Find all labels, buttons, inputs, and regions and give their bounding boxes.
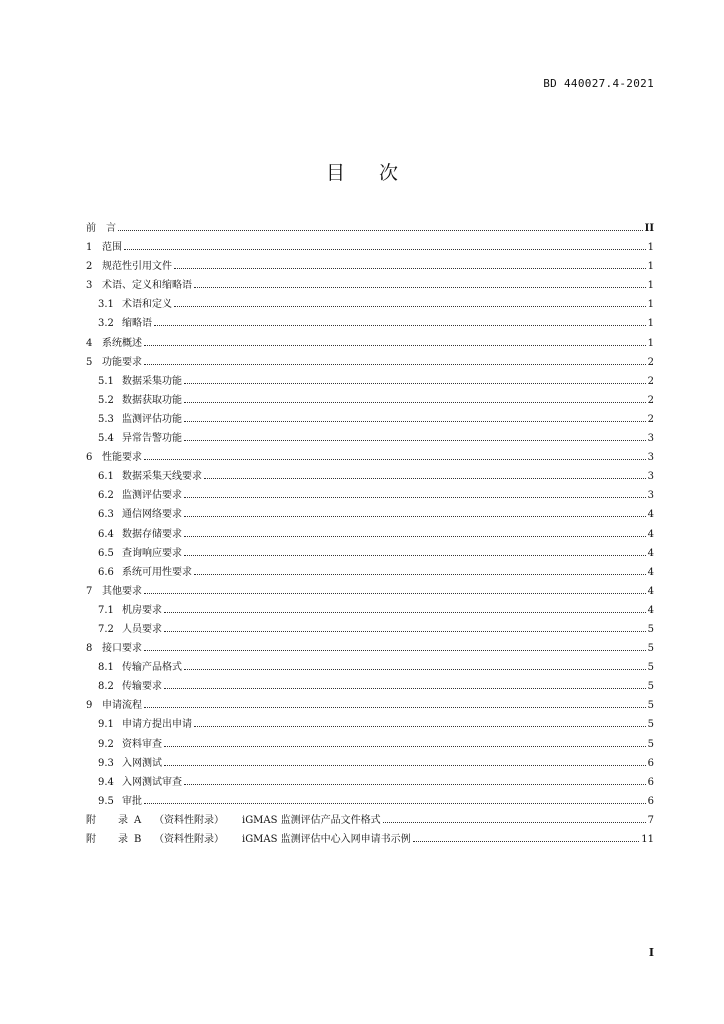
toc-entry[interactable] bbox=[86, 582, 654, 601]
toc-entry-label: 接口要求 bbox=[102, 643, 142, 655]
toc-entry-page: 5 bbox=[647, 719, 654, 731]
toc-entry-label: 异常告警功能 bbox=[122, 433, 182, 445]
toc-entry-page: 5 bbox=[647, 643, 654, 655]
toc-entry-number: 3.1 bbox=[98, 299, 114, 311]
toc-entry-number: 6.6 bbox=[98, 566, 114, 578]
toc-entry-label: 术语和定义 bbox=[122, 299, 172, 311]
toc-entry-number: 6.5 bbox=[98, 547, 114, 559]
appendix-page: 11 bbox=[641, 834, 654, 845]
toc-entry[interactable] bbox=[86, 372, 654, 391]
toc-entry-page: 5 bbox=[647, 662, 654, 674]
toc-entry-page: 5 bbox=[647, 623, 654, 635]
toc-entry-page: 2 bbox=[647, 413, 654, 425]
toc-entry-label: 系统概述 bbox=[102, 337, 142, 349]
page-title-part2: 次 bbox=[379, 162, 399, 184]
toc-entry-page: 3 bbox=[647, 433, 654, 445]
dot-leader bbox=[194, 725, 646, 727]
toc-entry-label: 前 言 bbox=[86, 223, 116, 234]
toc-entry[interactable] bbox=[86, 276, 654, 295]
toc-entry-number: 8.2 bbox=[98, 681, 114, 693]
toc-entry-page: 4 bbox=[647, 547, 654, 559]
toc-entry-label: 监测评估功能 bbox=[122, 413, 182, 425]
appendix-type: （资料性附录） bbox=[154, 814, 224, 826]
toc-entry-number: 6 bbox=[86, 452, 93, 464]
toc-entry-number: 4 bbox=[86, 337, 93, 349]
toc-entry-label: 审批 bbox=[122, 795, 142, 807]
toc-entry-label: 申请流程 bbox=[102, 700, 142, 712]
dot-leader bbox=[164, 630, 646, 632]
dot-leader bbox=[164, 687, 646, 689]
toc-entry-number: 5.3 bbox=[98, 413, 114, 425]
toc-entry-number: 6.3 bbox=[98, 509, 114, 521]
toc-entry[interactable] bbox=[86, 715, 654, 734]
toc-entry[interactable] bbox=[86, 525, 654, 544]
toc-entry[interactable] bbox=[86, 658, 654, 677]
dot-leader bbox=[144, 363, 646, 365]
toc-entry-number: 9.1 bbox=[98, 719, 114, 731]
dot-leader bbox=[144, 344, 646, 346]
table-of-contents bbox=[86, 219, 654, 849]
toc-entry[interactable] bbox=[86, 219, 654, 238]
dot-leader bbox=[144, 649, 646, 651]
toc-entry-number: 3 bbox=[86, 280, 93, 292]
dot-leader bbox=[144, 706, 646, 708]
toc-entry[interactable] bbox=[86, 391, 654, 410]
toc-entry-page: 1 bbox=[647, 318, 654, 330]
toc-entry[interactable] bbox=[86, 792, 654, 811]
dot-leader bbox=[194, 286, 646, 288]
toc-entry-number: 9.3 bbox=[98, 757, 114, 769]
dot-leader bbox=[144, 802, 646, 804]
standard-code: BD 440027.4-2021 bbox=[543, 77, 654, 90]
toc-entry-page: 1 bbox=[647, 261, 654, 273]
toc-entry[interactable] bbox=[86, 544, 654, 563]
toc-entry-label: 术语、定义和缩略语 bbox=[102, 280, 192, 292]
dot-leader bbox=[184, 439, 646, 441]
toc-entry[interactable] bbox=[86, 410, 654, 429]
toc-entry-number: 2 bbox=[86, 261, 93, 273]
toc-entry-label: 数据存储要求 bbox=[122, 528, 182, 540]
toc-entry-page: 1 bbox=[647, 299, 654, 311]
toc-entry-page: 3 bbox=[647, 452, 654, 464]
dot-leader bbox=[154, 324, 646, 326]
toc-entry-page: 5 bbox=[647, 738, 654, 750]
dot-leader bbox=[184, 554, 646, 556]
toc-entry-page: 4 bbox=[647, 566, 654, 578]
appendix-letter: A bbox=[134, 814, 142, 826]
toc-entry-label: 功能要求 bbox=[102, 356, 142, 368]
toc-entry-number: 9.5 bbox=[98, 795, 114, 807]
toc-entry-number: 7.1 bbox=[98, 604, 114, 616]
toc-entry-page: 1 bbox=[647, 337, 654, 349]
toc-entry-label: 范围 bbox=[102, 242, 122, 254]
toc-entry-page: 4 bbox=[647, 604, 654, 616]
toc-entry-number: 6.1 bbox=[98, 471, 114, 483]
toc-entry-label: 缩略语 bbox=[122, 318, 152, 330]
toc-entry-label: 机房要求 bbox=[122, 604, 162, 616]
toc-entry-page: 6 bbox=[647, 795, 654, 807]
toc-entry-page: 1 bbox=[647, 280, 654, 292]
toc-entry-page: II bbox=[644, 223, 654, 234]
dot-leader bbox=[184, 401, 646, 403]
dot-leader bbox=[144, 458, 646, 460]
toc-entry[interactable] bbox=[86, 754, 654, 773]
toc-entry-label: 传输要求 bbox=[122, 681, 162, 693]
toc-entry[interactable] bbox=[86, 563, 654, 582]
toc-entry-label: 入网测试审查 bbox=[122, 776, 182, 788]
dot-leader bbox=[184, 420, 646, 422]
toc-appendix-entry[interactable] bbox=[86, 830, 654, 849]
toc-entry-label: 系统可用性要求 bbox=[122, 566, 192, 578]
toc-entry-page: 2 bbox=[647, 375, 654, 387]
toc-entry[interactable] bbox=[86, 448, 654, 467]
toc-entry-label: 数据采集功能 bbox=[122, 375, 182, 387]
toc-entry-number: 9.2 bbox=[98, 738, 114, 750]
page-number: I bbox=[648, 946, 654, 959]
toc-entry[interactable] bbox=[86, 696, 654, 715]
dot-leader bbox=[184, 515, 646, 517]
appendix-label: iGMAS 监测评估产品文件格式 bbox=[242, 814, 381, 826]
dot-leader bbox=[184, 496, 646, 498]
dot-leader bbox=[174, 305, 646, 307]
dot-leader bbox=[164, 745, 646, 747]
toc-entry-label: 其他要求 bbox=[102, 585, 142, 597]
toc-entry[interactable] bbox=[86, 773, 654, 792]
dot-leader bbox=[194, 573, 646, 575]
toc-entry[interactable] bbox=[86, 639, 654, 658]
dot-leader bbox=[184, 668, 646, 670]
dot-leader bbox=[118, 229, 643, 231]
toc-entry-number: 3.2 bbox=[98, 318, 114, 330]
dot-leader bbox=[164, 764, 646, 766]
dot-leader bbox=[184, 535, 646, 537]
toc-entry-number: 8 bbox=[86, 643, 93, 655]
toc-entry-number: 8.1 bbox=[98, 662, 114, 674]
page-title-part1: 目 bbox=[325, 162, 345, 184]
toc-entry-label: 规范性引用文件 bbox=[102, 261, 172, 273]
dot-leader bbox=[174, 267, 646, 269]
dot-leader bbox=[383, 821, 646, 823]
toc-entry[interactable] bbox=[86, 735, 654, 754]
dot-leader bbox=[124, 248, 646, 250]
toc-entry[interactable] bbox=[86, 429, 654, 448]
toc-entry-label: 传输产品格式 bbox=[122, 662, 182, 674]
toc-entry[interactable] bbox=[86, 486, 654, 505]
toc-entry[interactable] bbox=[86, 295, 654, 314]
toc-entry-label: 数据采集天线要求 bbox=[122, 471, 202, 483]
toc-entry[interactable] bbox=[86, 314, 654, 333]
toc-entry-label: 数据获取功能 bbox=[122, 394, 182, 406]
toc-entry-page: 6 bbox=[647, 776, 654, 788]
appendix-letter: B bbox=[134, 834, 142, 845]
toc-entry-label: 申请方提出申请 bbox=[122, 719, 192, 731]
toc-entry-label: 性能要求 bbox=[102, 452, 142, 464]
toc-entry-label: 查询响应要求 bbox=[122, 547, 182, 559]
toc-entry-number: 5.4 bbox=[98, 433, 114, 445]
toc-entry-page: 3 bbox=[647, 490, 654, 502]
toc-appendix-entry[interactable] bbox=[86, 811, 654, 830]
toc-entry-number: 9 bbox=[86, 700, 93, 712]
toc-entry[interactable] bbox=[86, 257, 654, 276]
toc-entry-number: 1 bbox=[86, 242, 93, 254]
page-title bbox=[0, 158, 724, 185]
toc-entry[interactable] bbox=[86, 677, 654, 696]
toc-entry[interactable] bbox=[86, 334, 654, 353]
dot-leader bbox=[413, 840, 640, 842]
toc-entry-number: 6.2 bbox=[98, 490, 114, 502]
toc-entry-page: 6 bbox=[647, 757, 654, 769]
toc-entry-number: 7 bbox=[86, 585, 93, 597]
dot-leader bbox=[164, 611, 646, 613]
toc-entry[interactable] bbox=[86, 620, 654, 639]
toc-entry-label: 通信网络要求 bbox=[122, 509, 182, 521]
toc-entry-label: 入网测试 bbox=[122, 757, 162, 769]
toc-entry-page: 2 bbox=[647, 394, 654, 406]
toc-entry-page: 5 bbox=[647, 700, 654, 712]
toc-entry-page: 4 bbox=[647, 509, 654, 521]
toc-entry-number: 5.1 bbox=[98, 375, 114, 387]
toc-entry-page: 4 bbox=[647, 528, 654, 540]
appendix-label: iGMAS 监测评估中心入网申请书示例 bbox=[242, 834, 411, 845]
dot-leader bbox=[204, 477, 646, 479]
toc-entry-page: 4 bbox=[647, 585, 654, 597]
dot-leader bbox=[144, 592, 646, 594]
toc-entry-page: 5 bbox=[647, 681, 654, 693]
toc-entry-number: 7.2 bbox=[98, 623, 114, 635]
toc-entry[interactable] bbox=[86, 505, 654, 524]
toc-entry-number: 5 bbox=[86, 356, 93, 368]
toc-entry-page: 1 bbox=[647, 242, 654, 254]
toc-entry-number: 6.4 bbox=[98, 528, 114, 540]
toc-entry-page: 2 bbox=[647, 356, 654, 368]
toc-entry[interactable] bbox=[86, 601, 654, 620]
appendix-prefix: 附 录 bbox=[86, 834, 134, 845]
dot-leader bbox=[184, 382, 646, 384]
toc-entry-page: 3 bbox=[647, 471, 654, 483]
appendix-page: 7 bbox=[647, 814, 654, 826]
toc-entry[interactable] bbox=[86, 353, 654, 372]
toc-entry-label: 人员要求 bbox=[122, 623, 162, 635]
toc-entry-label: 监测评估要求 bbox=[122, 490, 182, 502]
appendix-type: （资料性附录） bbox=[154, 834, 224, 845]
toc-entry-number: 5.2 bbox=[98, 394, 114, 406]
toc-entry[interactable] bbox=[86, 467, 654, 486]
toc-entry-number: 9.4 bbox=[98, 776, 114, 788]
dot-leader bbox=[184, 783, 646, 785]
appendix-prefix: 附 录 bbox=[86, 814, 134, 826]
toc-entry-label: 资料审查 bbox=[122, 738, 162, 750]
toc-entry[interactable] bbox=[86, 238, 654, 257]
